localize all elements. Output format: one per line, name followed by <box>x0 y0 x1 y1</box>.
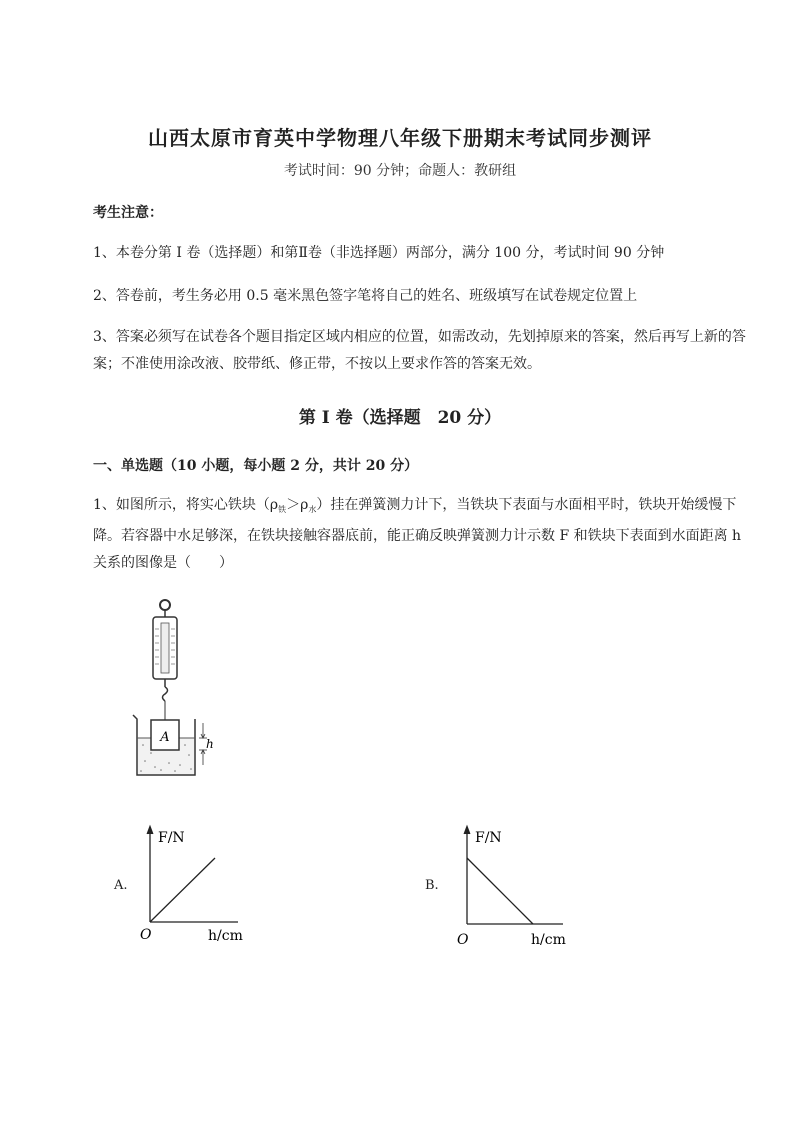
option-a-origin: O <box>140 927 152 943</box>
section-title: 第 I 卷（选择题 20 分） <box>298 408 502 428</box>
spring-scale-figure <box>125 595 225 785</box>
option-a-x-axis: h/cm <box>208 928 243 944</box>
part-heading: 一、单选题（10 小题，每小题 2 分，共计 20 分） <box>93 458 419 474</box>
exam-info: 考试时间：90 分钟；命题人：教研组 <box>283 163 517 179</box>
subscript-water: 水 <box>308 505 317 514</box>
option-b-y-axis: F/N <box>475 830 502 846</box>
h-label: h <box>206 737 214 751</box>
question-1-text: 1、如图所示，将实心铁块$(\rho_铁>\rho_水)$挂在弹簧测力计下，当铁块下表面与水面相平时，铁块开始缓慢下降。若容器中水足够深，在铁块接触容器底前，能正确反映弹簧测力计示数 F 和铁块下表面到水面距离 h 关系的图像是（ ） <box>93 497 742 571</box>
block-label: A <box>160 730 170 745</box>
notice-heading: 考生注意： <box>93 205 163 221</box>
option-a-graph[interactable] <box>138 822 258 947</box>
page-title: 山西太原市育英中学物理八年级下册期末考试同步测评 <box>148 126 652 150</box>
subscript-iron: 铁 <box>278 505 287 514</box>
option-b-origin: O <box>457 932 469 948</box>
notice-item-1: 1、本卷分第 I 卷（选择题）和第Ⅱ卷（非选择题）两部分，满分 100 分，考试时间 90 分钟 <box>93 245 665 261</box>
notice-item-2: 2、答卷前，考生务必用 0.5 毫米黑色签字笔将自己的姓名、班级填写在试卷规定位置上 <box>93 288 638 304</box>
notice-item-3: 3、答案必须写在试卷各个题目指定区域内相应的位置，如需改动，先划掉原来的答案，然后再写上新的答案；不准使用涂改液、胶带纸、修正带，不按以上要求作答的答案无效。 <box>93 329 746 372</box>
option-a-y-axis: F/N <box>158 830 185 846</box>
option-a-label[interactable]: A. <box>114 878 128 893</box>
option-b-label[interactable]: B. <box>425 878 439 893</box>
option-b-graph[interactable] <box>455 822 580 952</box>
option-b-x-axis: h/cm <box>531 932 566 948</box>
